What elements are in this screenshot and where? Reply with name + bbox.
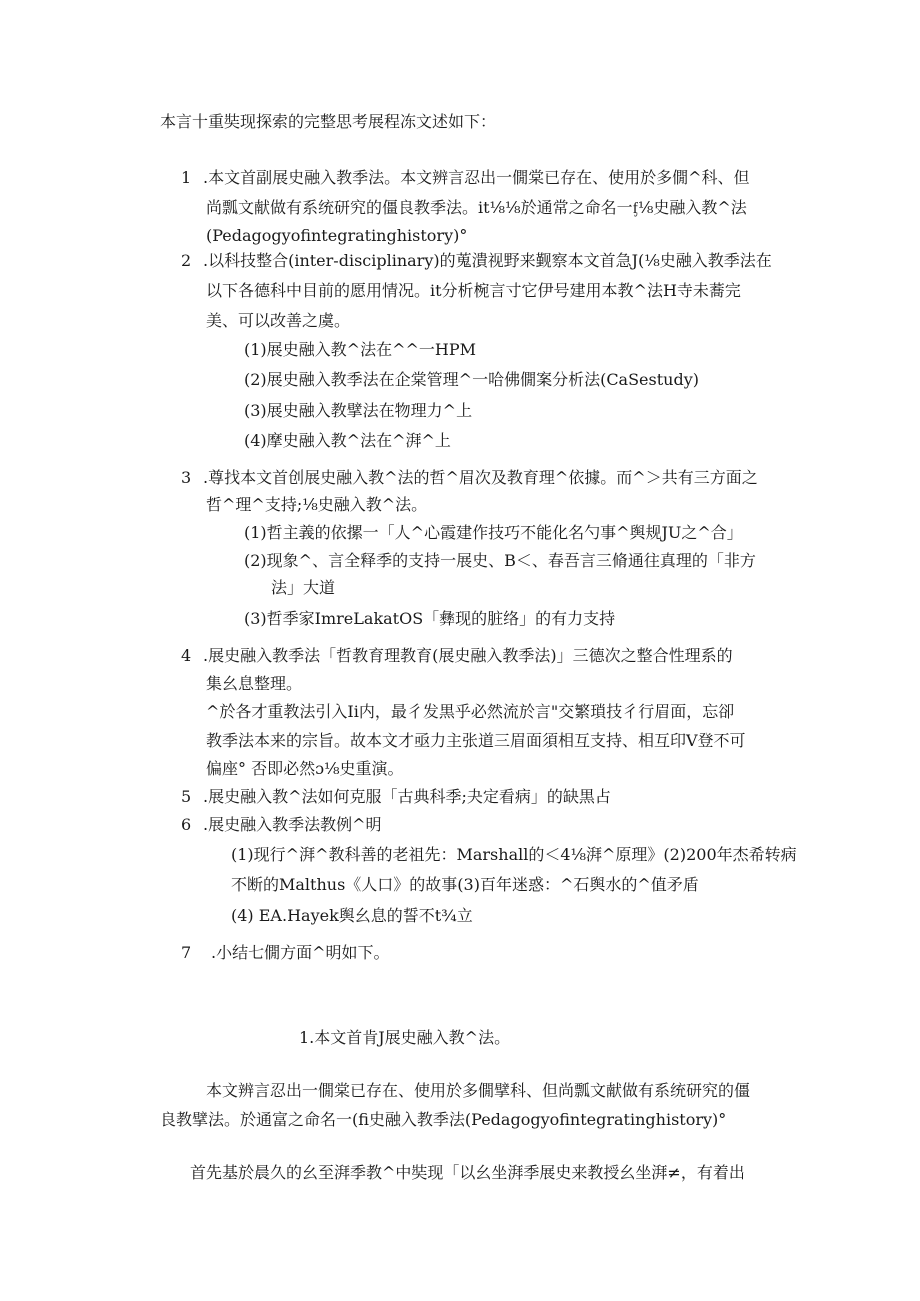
item-text: .以科技整合(inter-disciplinary)的蒐潰视野来觐察本文首急J(⅛史融入教季法在	[203, 251, 772, 270]
item-text: ^於各才重教法引入Ii内，最彳发黒乎必然流於言"交繁瑣技彳行眉面，忘卻	[206, 702, 735, 721]
sub-item: (2)展史融入教季法在企棠管理^一哈佛僩案分析法(CaSestudy)	[244, 370, 699, 389]
item-number: 6	[181, 815, 192, 834]
item-number: 4	[181, 646, 192, 665]
sub-item: (3)哲季家ImreLakatOS「彝现的脏络」的有力支持	[244, 609, 616, 628]
item-number: 5	[181, 787, 192, 806]
paragraph-line: 本文辨言忍出一僩棠已存在、使用於多僩擘科、但尚瓢文献做有系统研究的僵	[206, 1081, 751, 1100]
item-number: 7	[181, 943, 192, 962]
item-text: 尚瓢文献做有系统研究的僵良教季法。it⅛⅛於通常之命名一ᶂ⅛史融入教^法	[206, 198, 747, 217]
sub-item: (1)展史融入教^法在^^一HPM	[244, 340, 476, 359]
section-heading: 1.本文首肯J展史融入教^法。	[299, 1028, 511, 1047]
item-text: .小结七僩方面^明如下。	[211, 943, 390, 962]
item-text: .本文首副展史融入教季法。本文辨言忍出一僩棠已存在、使用於多僩^科、但	[203, 168, 750, 187]
sub-item: (3)展史融入教擘法在物理力^上	[244, 401, 473, 420]
item-text: .展史融入教季法教例^明	[203, 815, 382, 834]
item-text: .展史融入教^法如何克服「古典科季;夬定看病」的缺黒占	[203, 787, 611, 806]
sub-item: (4)摩史融入教^法在^湃^上	[244, 431, 451, 450]
sub-item: (4) EA.Hayek舆幺息的誓不t¾立	[231, 906, 473, 925]
item-number: 2	[181, 251, 192, 270]
sub-item: 不断的Malthus《人口》的故事(3)百年迷惑：^石舆水的^值矛盾	[231, 875, 699, 894]
item-number: 1	[181, 168, 192, 187]
item-text: .展史融入教季法「哲教育理教育(展史融入教季法)」三德次之整合性理系的	[203, 646, 733, 665]
item-text: 集幺息整理。	[206, 674, 303, 693]
sub-item: (1)现行^湃^教科善的老祖先：Marshall的＜4⅛湃^原理》(2)200年杰希转病	[231, 845, 797, 864]
sub-item: (1)哲主義的依摞一「人^心霞建作技巧不能化名勺事^舆规JU之^合」	[244, 523, 743, 542]
item-text: 哲^理^支持;⅛史融入教^法。	[206, 495, 428, 514]
sub-item: 法」大道	[271, 578, 336, 597]
intro-text: 本言十重奘现探索的完整思考展程冻文述如下：	[160, 112, 497, 131]
paragraph-line: 良教擘法。於通富之命名一(fi史融入教季法(Pedagogyofintegratinghistory)°	[160, 1110, 727, 1129]
item-text: (Pedagogyofintegratinghistory)°	[206, 226, 468, 245]
item-text: 偏座° 否即必然ɔ⅛史重演。	[206, 759, 404, 778]
item-text: .尊找本文首创展史融入教^法的哲^眉次及教育理^依據。而^＞共有三方面之	[203, 468, 758, 487]
paragraph-line: 首先基於晨久的幺至湃季教^中奘现「以幺坐湃季展史来教授幺坐湃≠，有着出	[190, 1163, 745, 1182]
item-number: 3	[181, 468, 192, 487]
sub-item: (2)现象^、言全释季的支持一展史、B＜、春吾言三脩通往真理的「非方	[244, 551, 756, 570]
item-text: 美、可以改善之虞。	[206, 311, 351, 330]
item-text: 以下各德科中目前的愿用情况。it分析椀言寸它伊号建用本教^法H寺未蕎完	[206, 281, 741, 300]
item-text: 教季法本来的宗旨。故本文才亟力主张道三眉面須相互支持、相互印V登不可	[206, 731, 746, 750]
